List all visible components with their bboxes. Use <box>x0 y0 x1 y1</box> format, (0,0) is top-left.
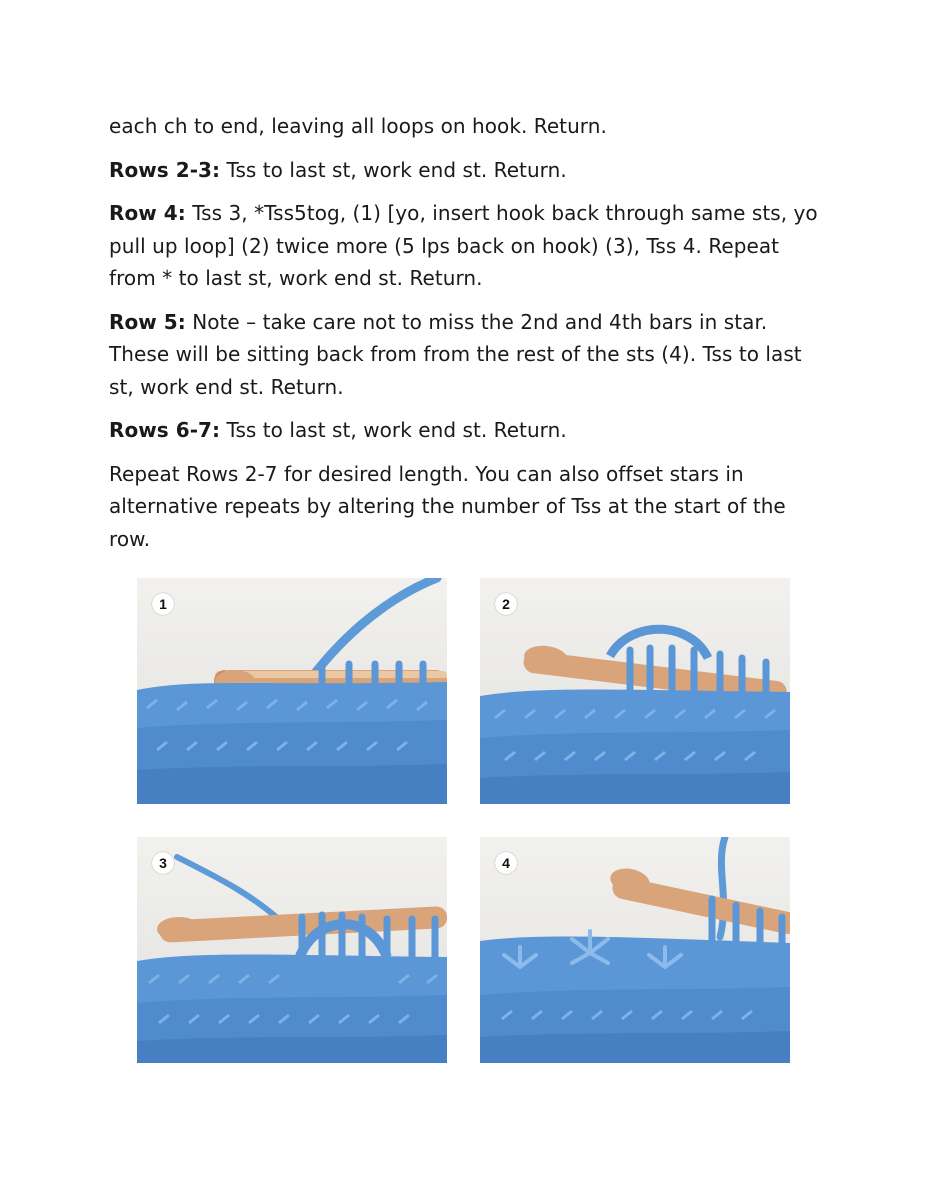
instructions-text <box>109 110 829 566</box>
row-text: Tss 3, *Tss5tog, (1) [yo, insert hook back through same sts, yo pull up loop] (2) twice more (5 lps back on hook) (3), Tss 4. Repeat from * to last st, work end st. Return. <box>109 201 818 290</box>
paragraph-row-4 <box>109 197 829 295</box>
step-photos-grid <box>137 578 791 1063</box>
step-photo-3 <box>137 837 447 1063</box>
paragraph-continuation <box>109 110 829 143</box>
paragraph-rows-2-3 <box>109 154 829 187</box>
step-number-badge: 4 <box>495 852 517 874</box>
crochet-hook-illustration <box>480 837 790 1063</box>
crochet-hook-illustration <box>137 578 447 804</box>
paragraph-rows-6-7 <box>109 414 829 447</box>
step-photo-2 <box>480 578 790 804</box>
step-photo-4 <box>480 837 790 1063</box>
row-label: Rows 2-3: <box>109 157 221 182</box>
crochet-hook-illustration <box>137 837 447 1063</box>
paragraph-repeat <box>109 458 829 556</box>
row-label: Rows 6-7: <box>109 418 221 442</box>
row-text: Repeat Rows 2-7 for desired length. You can also offset stars in alternative repeats by altering the number of Tss at the start of the row. <box>109 461 786 551</box>
row-text: Tss to last st, work end st. Return. <box>220 157 567 182</box>
row-text: Tss to last st, work end st. Return. <box>220 418 567 442</box>
row-label: Row 5: <box>109 309 186 334</box>
row-text: each ch to end, leaving all loops on hook. Return. <box>109 114 607 138</box>
row-label: Row 4: <box>109 201 186 225</box>
step-photo-1 <box>137 578 447 804</box>
step-number-badge: 1 <box>152 593 174 615</box>
row-text: Note – take care not to miss the 2nd and 4th bars in star. These will be sitting back from from the rest of the sts (4). Tss to last st, work end st. Return. <box>109 309 802 399</box>
paragraph-row-5 <box>109 306 829 404</box>
step-number-badge: 2 <box>495 593 517 615</box>
crochet-hook-illustration <box>480 578 790 804</box>
step-number-badge: 3 <box>152 852 174 874</box>
